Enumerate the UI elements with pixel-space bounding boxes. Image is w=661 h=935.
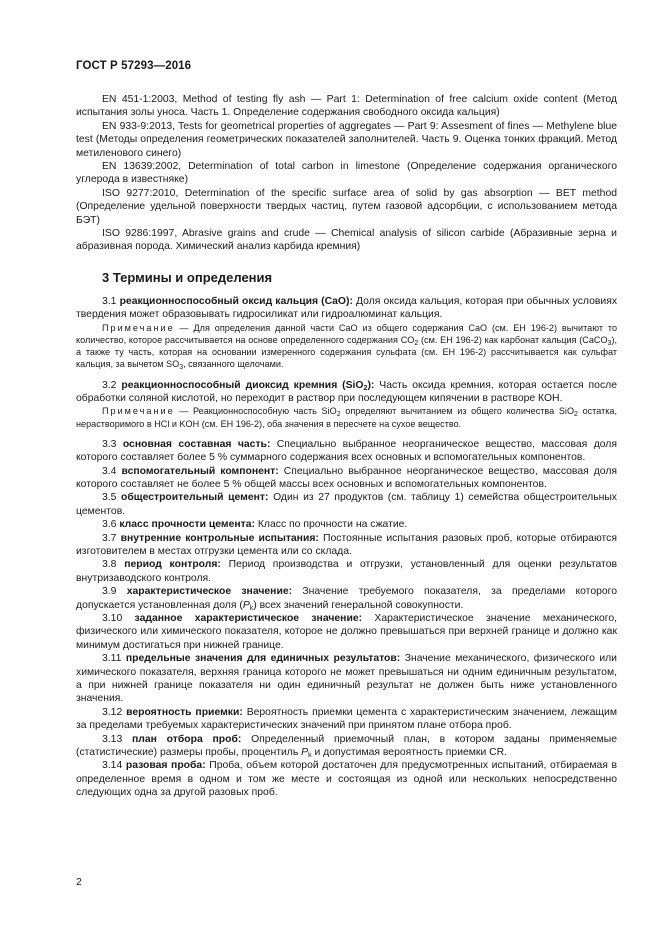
term-definition: Вероятность приемки цемента с характеристическим значением, лежащим за пределами требуемых характеристических значений при принятом плане отбора проб. [76,706,617,732]
term-3-1 [76,295,617,322]
term-number: 3.6 [102,519,117,531]
term-definition: Класс по прочности на сжатие. [257,519,408,531]
term-name: разовая проба: [125,760,206,772]
term-3-10 [76,612,617,652]
term-name: заданное характеристическое значение: [134,613,363,624]
term-3-5 [76,491,617,518]
page-number: 2 [76,876,82,888]
term-3-2 [76,379,617,406]
term-name: вероятность приемки: [126,706,243,718]
reference-item: EN 933-9:2013, Tests for geometrical properties of aggregates — Part 9: Assesment of fines — Methylene blue test (Методы определения геометрических показателей заполнителей. Часть 9. Оценка тонких фракций. Метод метиленового синего) [76,120,617,159]
term-definition: Доля оксида кальция, которая при обычных условиях твердения может образовывать гидросиликат или гидроалюминат кальция. [76,295,618,321]
term-number: 3.11 [102,653,122,665]
term-name: внутренние контрольные испытания: [120,532,319,544]
page-content [76,93,617,800]
reference-item: ISO 9277:2010, Determination of the specific surface area of solid by gas absorption — BET method (Определение удельной поверхности твердых частиц, путем газовой адсорбции, с использованием метода БЭТ) [76,187,617,226]
term-definition: Постоянные испытания разовых проб, которые отбираются изготовителем в местах отгрузки цемента или со склада. [76,532,617,557]
note-label: Примечание [102,406,175,417]
term-definition: Часть оксида кремния, которая остается после обработки соляной кислотой, но переходит в раствор при последующем кипячении в растворе КОН. [76,379,617,404]
term-name: реакционноспособный диоксид кремния (SiO$_2$): [121,379,375,392]
term-number: 3.13 [102,733,123,745]
term-3-13: 3.13 план отбора проб: Определенный приемочный план, в котором заданы применяемые (статистические) размеры пробы, процентиль $P_k$ и допустимая вероятность приемки CR. [76,733,617,760]
term-name: характеристическое значение: [126,586,293,598]
term-name: основная составная часть: [122,438,271,450]
term-3-6 [76,518,617,531]
term-number: 3.8 [102,559,117,571]
reference-item: ISO 9286:1997, Abrasive grains and crude — Chemical analysis of silicon carbide (Абразивные зерна и абразивная порода. Химический анализ карбида кремния) [76,228,617,253]
term-name: реакционноспособный оксид кальция (CaO): [119,295,353,307]
term-3-12 [76,706,617,733]
term-number: 3.5 [102,492,117,504]
term-definition: Специально выбранное неорганическое вещество, массовая доля которого составляет более 5 % суммарного содержания всех основных и вспомогательных компонентов. [76,438,617,464]
term-definition: Один из 27 продуктов (см. таблицу 1) семейства общестроительных цементов. [76,492,618,517]
term-number: 3.10 [102,613,123,624]
note-label: Примечание [102,322,175,333]
term-name: общестроительный цемент: [121,492,269,504]
reference-item: EN 13639:2002, Determination of total carbon in limestone (Определение содержания органического углерода в известняке) [76,161,617,186]
term-definition: Специально выбранное неорганическое вещество, массовая доля которого составляет не более 5 % общей массы всех основных и вспомогательных компонентов. [76,465,618,490]
term-name: период контроля: [124,559,221,571]
term-name: класс прочности цемента: [119,519,255,531]
term-number: 3.2 [102,379,117,391]
term-number: 3.1 [102,295,117,307]
term-name: предельные значения для единичных результатов: [125,653,401,665]
note-2: Примечание — Реакционноспособную часть SiO$_2$ определяют вычитанием из общего количества SiO$_2$ остатка, нерастворимого в HCl и KOH (см. ЕН 196-2), оба значения в пересчете на сухое вещество. [76,406,618,429]
term-number: 3.12 [102,706,123,718]
term-number: 3.14 [102,760,123,772]
term-3-14 [76,759,617,799]
document-id: ГОСТ Р 57293—2016 [76,60,192,72]
reference-item: EN 451-1:2003, Method of testing fly ash — Part 1: Determination of free calcium oxide content (Метод испытания золы уноса. Часть 1. Определение содержания свободного оксида кальция) [76,94,617,119]
note-1: Примечание — Для определения данной части CaO из общего содержания CaO (см. ЕН 196-2) вычитают то количество, которое рассчитывается на основе определенного содержания $CO_2$ (см. ЕН 196-2) как карбонат кальция (CaCO$_3$), а также ту часть, которая на основании измеренного содержания сульфата (см. ЕН 196-2) рассчитывается как сульфат кальция, за вычетом $SO_3$, связанного щелочами. [76,322,617,372]
term-3-11 [76,652,617,706]
term-number: 3.4 [102,465,117,477]
term-name: план отбора проб: [131,733,242,745]
term-name: вспомогательный компонент: [121,465,279,477]
term-number: 3.9 [102,586,117,598]
term-3-9: 3.9 характеристическое значение: Значение требуемого показателя, за пределами которого допускается установленная доля $(P_k)$ всех значений генеральной совокупности. [76,586,617,612]
term-3-4 [76,465,617,492]
term-number: 3.7 [102,532,117,544]
section-title: 3 Термины и определения [102,269,273,285]
term-3-7 [76,532,617,559]
term-definition: Период производства и отгрузки, установленный для оценки результатов внутризаводского контроля. [76,559,617,584]
term-3-8 [76,558,617,585]
term-definition: Проба, объем которой достаточен для предусмотренных испытаний, отбираемая в определенное время в одном и том же месте и состоящая из одной или нескольких непосредственно следующих одна за другой разовых проб. [76,760,618,799]
term-3-3 [76,438,617,465]
term-definition: Значение механического, физического или химического показателя, верхняя граница которого не может превышаться ни одним единичным результатом, а при нижней границе показателя ни один единичный результат не должен быть ниже установленного значения. [76,653,617,705]
term-number: 3.3 [102,438,117,450]
term-definition: Характеристическое значение механического, физического или химического показателя, которое не должно превышаться при верхней границе и должно как минимум достигаться при нижней границе. [76,613,618,651]
